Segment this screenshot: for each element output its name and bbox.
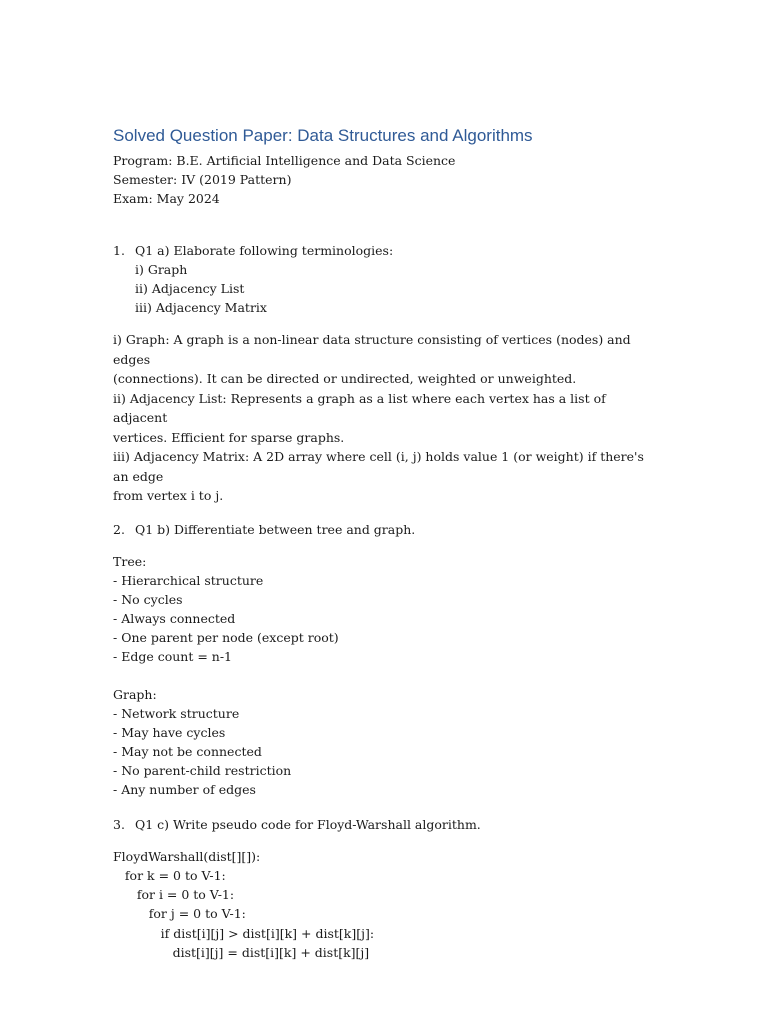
- program-line: Program: B.E. Artificial Intelligence and Data Science: [113, 153, 456, 168]
- question-2: [113, 520, 653, 539]
- question-number: 3.: [113, 816, 125, 832]
- question-1-subitem: i) Graph: [135, 262, 188, 277]
- document-title: Solved Question Paper: Data Structures and Algorithms: [113, 126, 533, 145]
- question-1-subitem: ii) Adjacency List: [135, 281, 245, 296]
- code-line: if dist[i][j] > dist[i][k] + dist[k][j]:: [113, 925, 375, 941]
- tree-item: - Edge count = n-1: [113, 648, 232, 664]
- tree-properties: [113, 552, 653, 666]
- document-page: [113, 126, 653, 962]
- answer-line: vertices. Efficient for sparse graphs.: [113, 429, 345, 445]
- answer-line: iii) Adjacency Matrix: A 2D array where cell (i, j) holds value 1 (or weight) if there's an edge: [113, 449, 644, 484]
- answer-line: (connections). It can be directed or undirected, weighted or unweighted.: [113, 371, 577, 386]
- answer-line: ii) Adjacency List: Represents a graph as a list where each vertex has a list of adjacent: [113, 390, 606, 425]
- graph-properties: [113, 685, 653, 799]
- code-line: dist[i][j] = dist[i][k] + dist[k][j]: [113, 944, 370, 960]
- question-1: [113, 241, 653, 260]
- question-number: 2.: [113, 521, 125, 537]
- graph-item: - May not be connected: [113, 743, 262, 759]
- graph-heading: Graph:: [113, 686, 157, 702]
- tree-item: - Hierarchical structure: [113, 572, 264, 588]
- tree-item: - One parent per node (except root): [113, 629, 339, 645]
- question-text: Q1 b) Differentiate between tree and graph.: [135, 521, 416, 537]
- answer-line: i) Graph: A graph is a non-linear data structure consisting of vertices (nodes) and edges: [113, 332, 631, 367]
- graph-item: - No parent-child restriction: [113, 762, 292, 778]
- code-line: for k = 0 to V-1:: [113, 867, 226, 883]
- answer-line: from vertex i to j.: [113, 488, 224, 503]
- question-text: Q1 c) Write pseudo code for Floyd-Warshall algorithm.: [135, 816, 481, 832]
- code-line: FloydWarshall(dist[][]):: [113, 848, 261, 864]
- code-line: for j = 0 to V-1:: [113, 906, 246, 922]
- question-number: 1.: [113, 243, 125, 258]
- graph-item: - Any number of edges: [113, 781, 256, 797]
- tree-heading: Tree:: [113, 553, 147, 569]
- tree-item: - Always connected: [113, 610, 236, 626]
- exam-line: Exam: May 2024: [113, 191, 220, 206]
- answer-1: [113, 330, 653, 506]
- question-3: [113, 815, 653, 834]
- exam-details: [113, 151, 653, 208]
- question-text: Q1 a) Elaborate following terminologies:: [135, 243, 394, 258]
- code-line: for i = 0 to V-1:: [113, 887, 235, 903]
- graph-item: - May have cycles: [113, 724, 226, 740]
- question-1-subitem: iii) Adjacency Matrix: [135, 300, 267, 315]
- pseudo-code-block: [113, 847, 653, 963]
- semester-line: Semester: IV (2019 Pattern): [113, 172, 292, 187]
- tree-item: - No cycles: [113, 591, 183, 607]
- graph-item: - Network structure: [113, 705, 240, 721]
